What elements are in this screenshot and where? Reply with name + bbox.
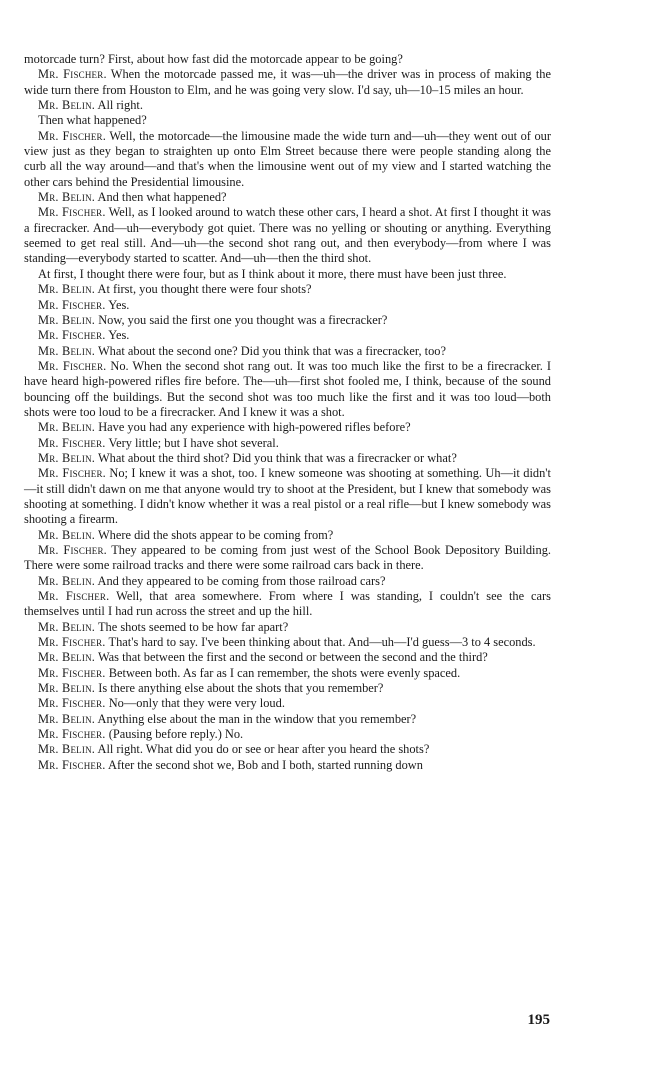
speaker-name: Mr. Belin. (38, 742, 96, 757)
testimony-paragraph (24, 727, 551, 742)
paragraph-text: Where did the shots appear to be coming from? (97, 527, 334, 542)
speaker-name: Mr. Belin. (38, 619, 96, 634)
paragraph-text: And then what happened? (97, 190, 227, 205)
paragraph-text: Yes. (108, 297, 130, 312)
paragraph-text: Well, the motorcade—the limousine made the wide turn and—uh—they went out of our view just as they began to straighten up onto Elm Street because there were people standing along the curb all the way around—and that's when the limousine went out of my view and I started watching the other cars behind the Presidential limousine. (24, 128, 551, 189)
testimony-paragraph (24, 696, 551, 711)
testimony-paragraph (24, 98, 551, 113)
testimony-paragraph (24, 758, 551, 773)
paragraph-text: Is there anything else about the shots that you remember? (98, 681, 384, 696)
paragraph-text: No; I knew it was a shot, too. I knew someone was shooting at something. Uh—it didn't—it still didn't dawn on me that anyone would try to shoot at the President, but I knew that somebody was shooting at something. I didn't know whether it was a real pistol or a real rifle—but I knew somebody was shooting a firearm. (24, 466, 551, 527)
speaker-name: Mr. Fischer. (38, 358, 107, 373)
speaker-name: Mr. Belin. (38, 312, 96, 327)
speaker-name: Mr. Belin. (38, 190, 96, 205)
testimony-paragraph (24, 420, 551, 435)
speaker-name: Mr. Fischer. (38, 67, 107, 82)
paragraph-text: Between both. As far as I can remember, the shots were evenly spaced. (108, 665, 461, 680)
testimony-paragraph (24, 359, 551, 420)
testimony-paragraph (24, 681, 551, 696)
paragraph-text: The shots seemed to be how far apart? (97, 619, 289, 634)
paragraph-text: After the second shot we, Bob and I both, started running down (108, 757, 423, 772)
testimony-paragraph (24, 712, 551, 727)
paragraph-text: That's hard to say. I've been thinking about that. And—uh—I'd guess—3 to 4 seconds. (108, 635, 536, 650)
paragraph-text: All right. What did you do or see or hear after you heard the shots? (97, 742, 430, 757)
speaker-name: Mr. Belin. (38, 282, 96, 297)
testimony-paragraph (24, 205, 551, 266)
paragraph-text: When the motorcade passed me, it was—uh—the driver was in process of making the wide turn there from Houston to Elm, and he was going very slow. I'd say, uh—10–15 miles an hour. (24, 67, 551, 97)
speaker-name: Mr. Fischer. (38, 727, 106, 742)
paragraph-text: motorcade turn? First, about how fast did the motorcade appear to be going? (24, 52, 403, 66)
speaker-name: Mr. Belin. (38, 420, 96, 435)
paragraph-text: Then what happened? (38, 113, 147, 128)
testimony-paragraph (24, 267, 551, 282)
speaker-name: Mr. Fischer. (38, 435, 106, 450)
paragraph-text: Have you had any experience with high-powered rifles before? (98, 420, 411, 435)
paragraph-text: No—only that they were very loud. (108, 696, 285, 711)
testimony-paragraph (24, 635, 551, 650)
speaker-name: Mr. Fischer. (38, 128, 107, 143)
speaker-name: Mr. Belin. (38, 343, 96, 358)
testimony-paragraph (24, 451, 551, 466)
speaker-name: Mr. Fischer. (38, 297, 106, 312)
paragraph-text: (Pausing before reply.) No. (108, 727, 244, 742)
testimony-text (24, 52, 551, 773)
paragraph-text: Was that between the first and the second or between the second and the third? (97, 650, 488, 665)
paragraph-text: And they appeared to be coming from those railroad cars? (97, 573, 386, 588)
speaker-name: Mr. Fischer. (38, 466, 106, 481)
testimony-paragraph (24, 466, 551, 527)
speaker-name: Mr. Belin. (38, 681, 96, 696)
speaker-name: Mr. Fischer. (38, 696, 106, 711)
paragraph-text: What about the second one? Did you think that was a firecracker, too? (97, 343, 446, 358)
page-number: 195 (527, 1012, 550, 1028)
testimony-paragraph (24, 328, 551, 343)
paragraph-text: Anything else about the man in the window that you remember? (97, 711, 417, 726)
testimony-paragraph (24, 52, 551, 67)
testimony-paragraph (24, 436, 551, 451)
testimony-paragraph (24, 313, 551, 328)
paragraph-text: What about the third shot? Did you think that was a firecracker or what? (97, 450, 457, 465)
testimony-paragraph (24, 67, 551, 98)
speaker-name: Mr. Belin. (38, 711, 96, 726)
testimony-paragraph (24, 650, 551, 665)
testimony-paragraph (24, 666, 551, 681)
speaker-name: Mr. Fischer. (38, 665, 106, 680)
testimony-paragraph (24, 528, 551, 543)
speaker-name: Mr. Fischer. (38, 543, 107, 557)
testimony-paragraph (24, 344, 551, 359)
speaker-name: Mr. Belin. (38, 527, 96, 542)
speaker-name: Mr. Fischer. (38, 205, 106, 220)
paragraph-text: No. When the second shot rang out. It was too much like the first to be a firecracker. I have heard high-powered rifles fire before. The—uh—first shot fooled me, I think, because of the sound bouncing off the buildings. But the second shot was too much like the first and it was too loud—both shots were too loud to be a firecracker. And I knew it was a shot. (24, 358, 551, 419)
paragraph-text: Very little; but I have shot several. (108, 435, 279, 450)
speaker-name: Mr. Fischer. (38, 757, 106, 772)
speaker-name: Mr. Belin. (38, 450, 96, 465)
paragraph-text: Well, as I looked around to watch these other cars, I heard a shot. At first I thought it was a firecracker. And—uh—everybody got quiet. There was no yelling or shouting or anything. Everything seemed to get real still. And—uh—the second shot rang out, and then everybody—from where I was standing—everybody started to scatter. And—uh—then the third shot. (24, 205, 551, 266)
testimony-paragraph (24, 589, 551, 620)
speaker-name: Mr. Fischer. (38, 635, 106, 650)
speaker-name: Mr. Fischer. (38, 328, 106, 343)
testimony-page (24, 52, 551, 773)
paragraph-text: Well, that area somewhere. From where I was standing, I couldn't see the cars themselves until I had run across the street and up the hill. (24, 589, 551, 619)
testimony-paragraph (24, 742, 551, 757)
paragraph-text: They appeared to be coming from just west of the School Book Depository Building. There were some railroad tracks and there were some railroad cars back in there. (24, 543, 551, 573)
testimony-paragraph (24, 574, 551, 589)
paragraph-text: At first, I thought there were four, but as I think about it more, there must have been just three. (38, 266, 507, 281)
testimony-paragraph (24, 298, 551, 313)
testimony-paragraph (24, 113, 551, 128)
speaker-name: Mr. Belin. (38, 98, 96, 113)
paragraph-text: All right. (97, 98, 143, 113)
speaker-name: Mr. Belin. (38, 573, 96, 588)
paragraph-text: Yes. (108, 328, 130, 343)
speaker-name: Mr. Belin. (38, 650, 96, 665)
testimony-paragraph (24, 190, 551, 205)
speaker-name: Mr. Fischer. (38, 589, 110, 604)
paragraph-text: At first, you thought there were four shots? (97, 282, 312, 297)
testimony-paragraph (24, 282, 551, 297)
testimony-paragraph (24, 620, 551, 635)
testimony-paragraph (24, 543, 551, 574)
paragraph-text: Now, you said the first one you thought was a firecracker? (98, 312, 388, 327)
testimony-paragraph (24, 129, 551, 190)
